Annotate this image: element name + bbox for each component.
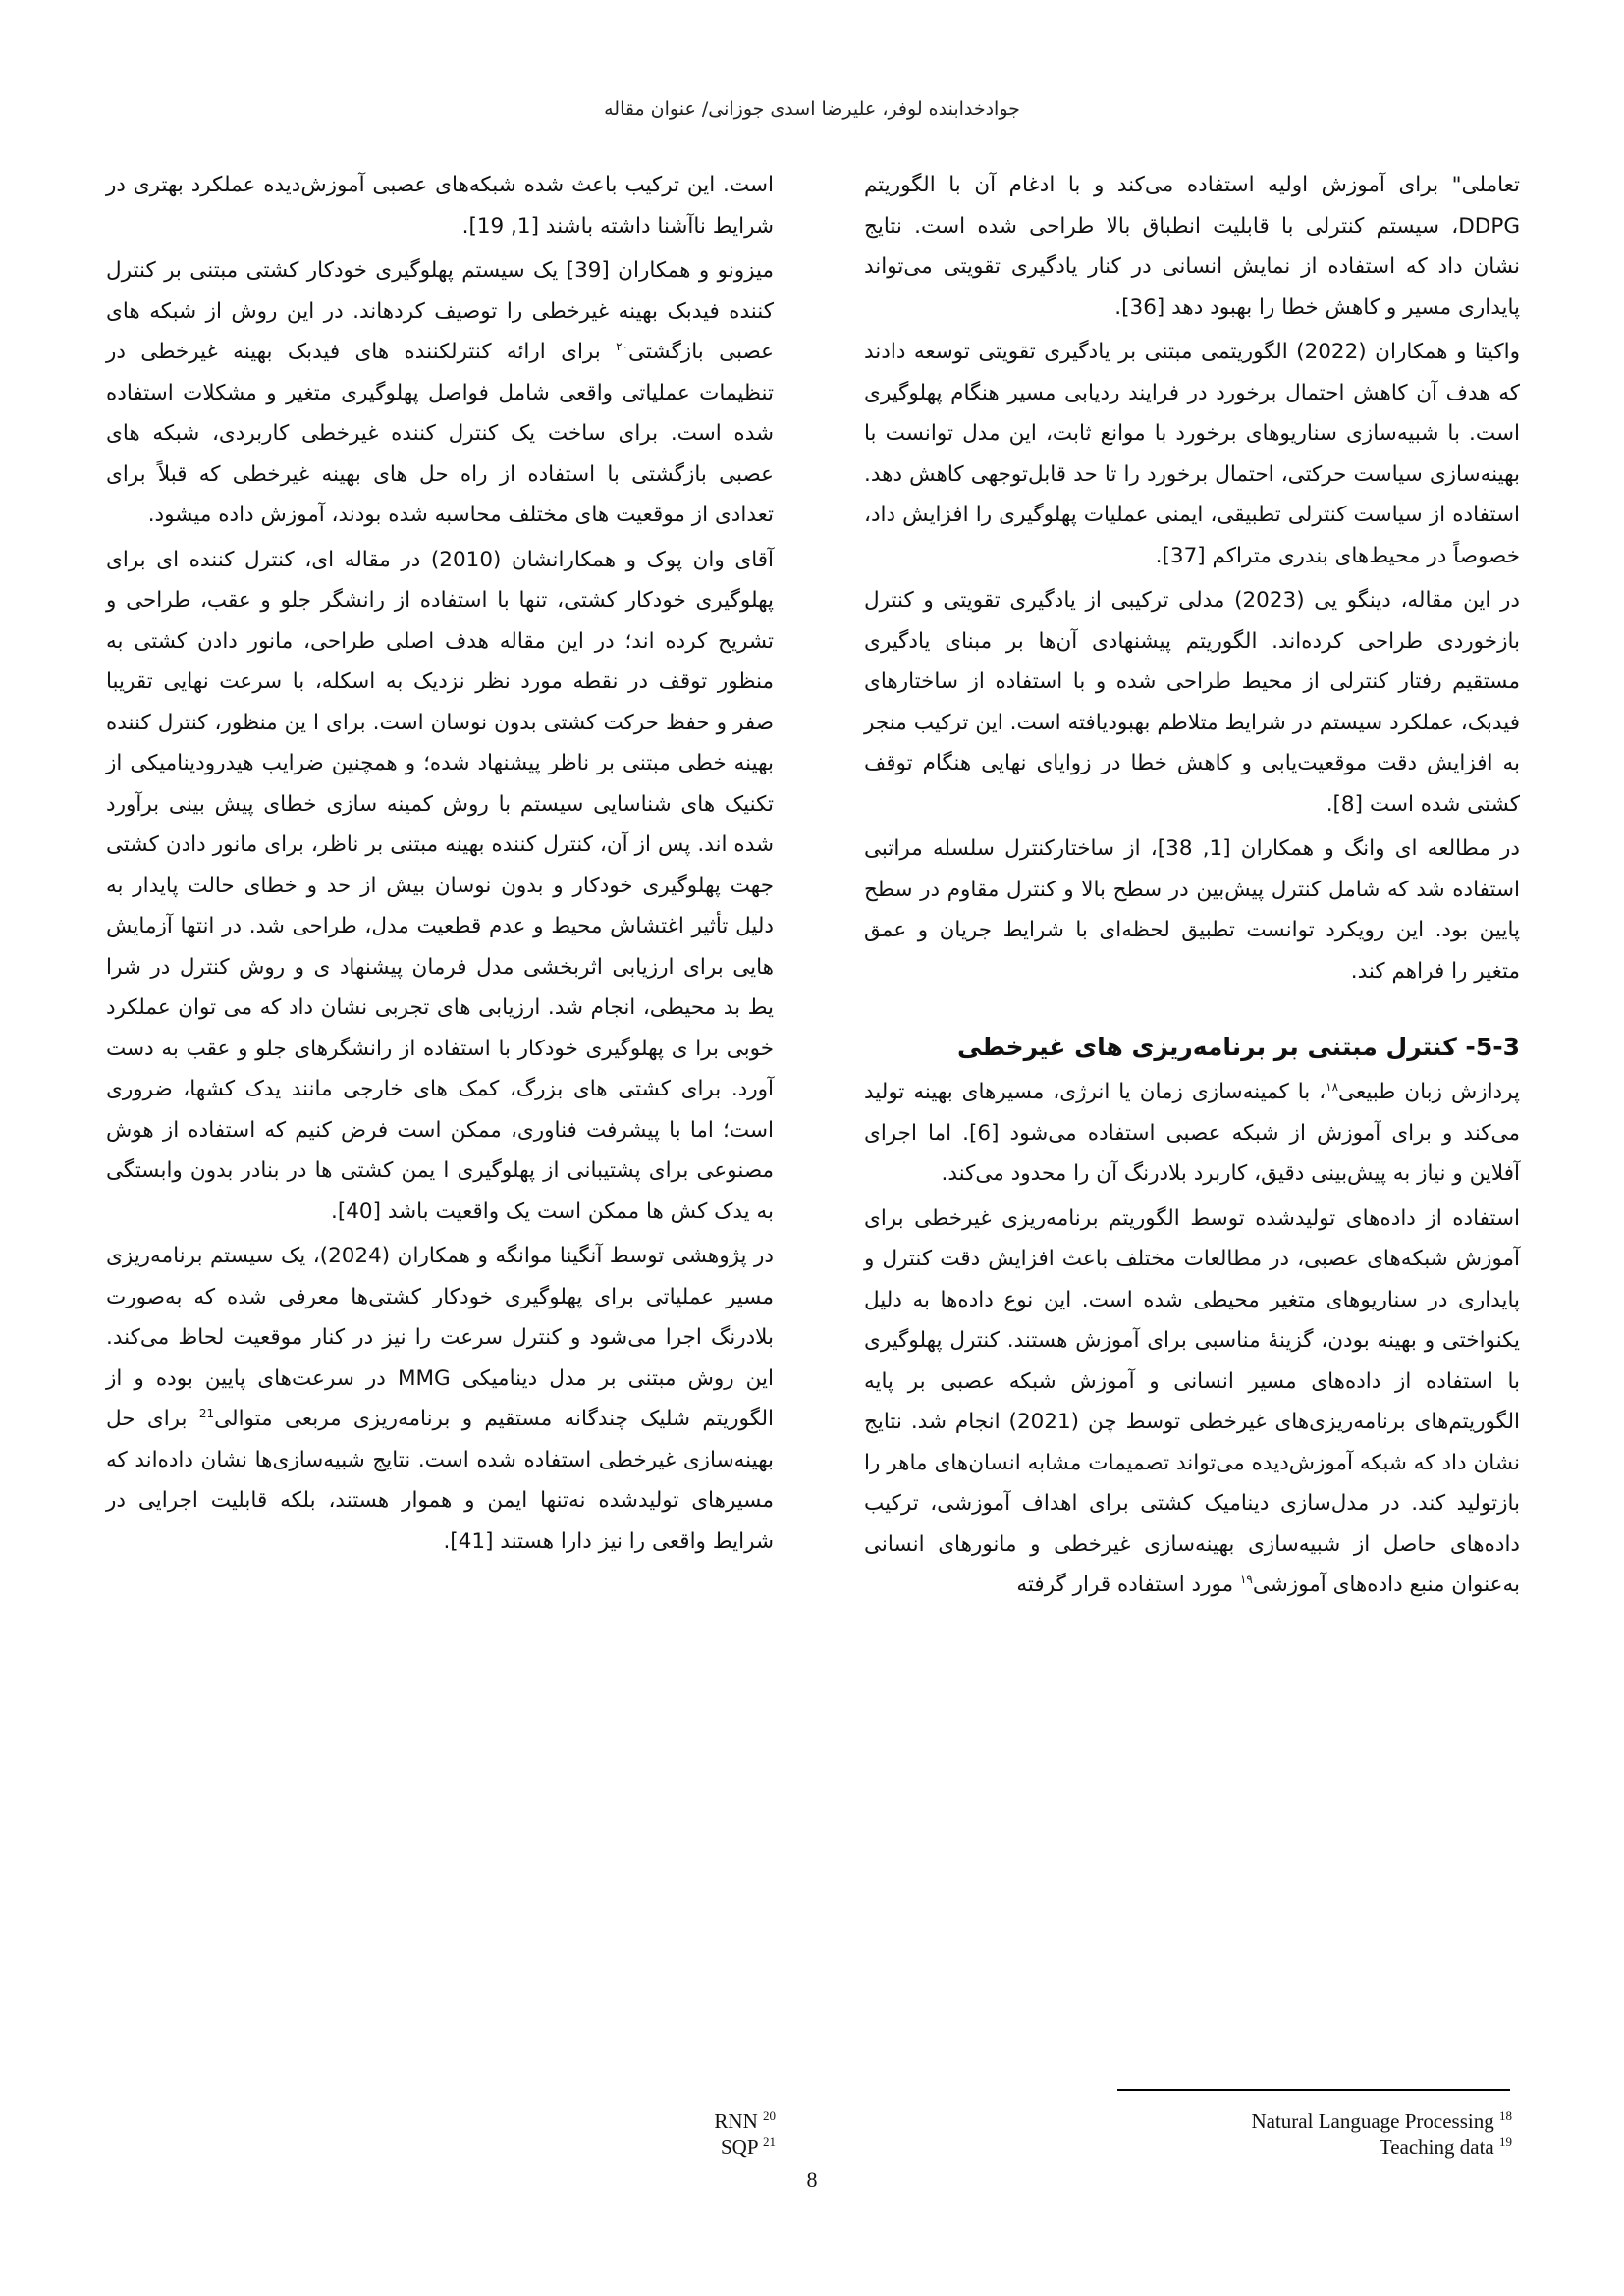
paragraph: است. این ترکیب باعث شده شبکه‌های عصبی آموزش‌دیده عملکرد بهتری در شرایط ناآشنا داشته باشند [1, 19]. [106, 173, 774, 239]
footnote-number: 21 [763, 2134, 776, 2149]
paragraph-text: در پژوهشی توسط آنگینا موانگه و همکاران (2024)، یک سیستم برنامه‌ریزی مسیر عملیاتی برای پهلوگیری خودکار کشتی‌ها معرفی شده که به‌صورت بلادرنگ اجرا می‌شود و کنترل سرعت را نیز در کنار موقعیت لحاظ می‌کند. این روش مبتنی بر مدل دینامیکی MMG در سرعت‌های پایین بوده و از الگوریتم شلیک چندگانه مستقیم و برنامه‌ریزی مربعی متوالی [106, 1244, 775, 1431]
paragraph-text: استفاده از داده‌های تولیدشده توسط الگوریتم برنامه‌ریزی غیرخطی برای آموزش شبکه‌های عصبی، در مطالعات مختلف باعث افزایش دقت کنترل و پایداری در سناریوهای متغیر محیطی شده است. این نوع داده‌ها به دلیل یکنواختی و بهینه بودن، گزینهٔ مناسبی برای آموزش هستند. کنترل پهلوگیری با استفاده از داده‌های مسیر انسانی و آموزش شبکه عصبی بر پایه الگوریتم‌های برنامه‌ریزی‌های غیرخطی توسط چن (2021) انجام شد. نتایج نشان داد که شبکه آموزش‌دیده می‌تواند تصمیمات مشابه انسان‌های ماهر را بازتولید کند. در مدل‌سازی دینامیک کشتی برای اهداف آموزشی، ترکیب داده‌های حاصل از شبیه‌سازی بهینه‌سازی غیرخطی و مانورهای انسانی به‌عنوان منبع داده‌های آموزشی [864, 1205, 1520, 1597]
footnote-ref: ۲۰ [616, 339, 629, 353]
paragraph: تعاملی" برای آموزش اولیه استفاده می‌کند و با ادغام آن با الگوریتم DDPG، سیستم کنترلی با قابلیت انطباق بالا طراحی شده است. نتایج نشان داد که استفاده از نمایش انسانی در کنار یادگیری تقویتی می‌تواند پایداری مسیر و کاهش خطا را بهبود دهد [36]. [864, 173, 1520, 320]
running-header: جوادخدابنده لوفر، علیرضا اسدی جوزانی/ عنوان مقاله [604, 98, 1020, 120]
footnote-text: SQP [721, 2135, 758, 2159]
paragraph [864, 1199, 1520, 1606]
footnotes-left [589, 2109, 776, 2160]
footnote-number: 18 [1499, 2109, 1512, 2123]
paragraph [106, 1236, 774, 1562]
footnote-item [1080, 2109, 1512, 2134]
page-number: 8 [806, 2167, 818, 2192]
paragraph: در این مقاله، دینگو یی (2023) مدلی ترکیبی از یادگیری تقویتی و کنترل بازخوردی طراحی کرده‌اند. الگوریتم پیشنهادی آن‌ها بر مبنای یادگیری مستقیم رفتار کنترلی از محیط طراحی شده و با استفاده از ساختارهای فیدبک، عملکرد سیستم در شرایط متلاطم بهبودیافته است. این ترکیب منجر به افزایش دقت موقعیت‌یابی و کاهش خطا در زوایای نهایی هنگام توقف کشتی شده است [8]. [864, 588, 1520, 817]
footnotes-right [1080, 2109, 1512, 2160]
footnote-ref: ۱۹ [1239, 1572, 1253, 1586]
paragraph: واکیتا و همکاران (2022) الگوریتمی مبتنی بر یادگیری تقویتی توسعه دادند که هدف آن کاهش احتمال برخورد در فرایند ردیابی مسیر هنگام پهلوگیری است. با شبیه‌سازی سناریوهای برخورد با موانع ثابت، این مدل توانست با بهینه‌سازی سیاست حرکتی، احتمال برخورد را تا حد قابل‌توجهی کاهش دهد. استفاده از سیاست کنترلی تطبیقی، ایمنی عملیات پهلوگیری را افزایش داد، خصوصاً در محیط‌های بندری متراکم [37]. [864, 340, 1520, 568]
footnote-number: 19 [1499, 2134, 1512, 2149]
paragraph [106, 250, 774, 536]
paragraph: در مطالعه ای وانگ و همکاران [1, 38]، از ساختارکنترل سلسله مراتبی استفاده شد که شامل کنترل پیش‌بین در سطح بالا و کنترل مقاوم در سطح پایین بود. این رویکرد توانست تطبیق لحظه‌ای با شرایط جریان و عمق متغیر را فراهم کند. [864, 836, 1520, 984]
paragraph-text: پردازش زبان طبیعی [1338, 1080, 1520, 1104]
footnote-text: Teaching data [1379, 2135, 1494, 2159]
footnote-ref: ۱۸ [1326, 1079, 1339, 1094]
footnote-text: Natural Language Processing [1251, 2109, 1494, 2133]
footnote-ref: 21 [198, 1406, 215, 1420]
footnote-item [589, 2109, 776, 2134]
paragraph-text: مورد استفاده قرار گرفته [1016, 1573, 1240, 1597]
section-heading: 5-3- کنترل مبتنی بر برنامه‌ریزی های غیرخطی [956, 1033, 1520, 1061]
paragraph-text: برای حل بهینه‌سازی غیرخطی استفاده شده است. نتایج شبیه‌سازی‌ها نشان داده‌اند که مسیرهای تولیدشده نه‌تنها ایمن و هموار هستند، بلکه قابلیت اجرایی در شرایط واقعی را نیز دارا هستند [41]. [106, 1407, 774, 1554]
footnote-number: 20 [763, 2109, 776, 2123]
right-column [864, 165, 1520, 1606]
footnote-text: RNN [714, 2109, 758, 2133]
footnote-item [1080, 2134, 1512, 2160]
paragraph [864, 1072, 1520, 1195]
paragraph-text: برای ارائه کنترلکننده های فیدبک بهینه غیرخطی در تنظیمات عملیاتی واقعی شامل فواصل پهلوگیری متغیر و مشکلات استفاده شده است. برای ساخت یک کنترل کننده غیرخطی کاربردی، شبکه های عصبی بازگشتی با استفاده از راه حل های بهینه غیرخطی که قبلاً برای تعدادی از موقعیت های مختلف محاسبه شده بودند، آموزش داده میشود. [106, 340, 774, 527]
footnote-divider [1117, 2089, 1510, 2091]
paragraph-text: میزونو و همکاران [39] یک سیستم پهلوگیری خودکار کشتی مبتنی بر کنترل کننده فیدبک بهینه غیرخطی را توصیف کردهاند. در این روش از شبکه های عصبی بازگشتی [106, 258, 774, 364]
footnote-item [589, 2134, 776, 2160]
paragraph-text: ، با کمینه‌سازی زمان یا انرژی، مسیرهای بهینه تولید می‌کند و برای آموزش از شبکه عصبی استفاده می‌شود [6]. اما اجرای آفلاین و نیاز به پیش‌بینی دقیق، کاربرد بلادرنگ آن را محدود می‌کند. [864, 1080, 1520, 1186]
paragraph: آقای وان پوک و همکارانشان (2010) در مقاله ای، کنترل کننده ای برای پهلوگیری خودکار کشتی، تنها با استفاده از رانشگر جلو و عقب، طراحی و تشریح کرده اند؛ در این مقاله هدف اصلی طراحی، مانور دادن کشتی به منظور توقف در نقطه مورد نظر نزدیک به اسکله، با سرعت نهایی تقریبا صفر و حفظ حرکت کشتی بدون نوسان است. برای ا ین منظور، کنترل کننده بهینه خطی مبتنی بر ناظر پیشنهاد شده؛ و همچنین ضرایب هیدرودینامیکی از تکنیک های شناسایی سیستم با روش کمینه سازی خطای پیش بینی برآورد شده اند. پس از آن، کنترل کننده بهینه مبتنی بر ناظر، برای مانور دادن کشتی جهت پهلوگیری خودکار و بدون نوسان بیش از حد و خطای حالت پایدار به دلیل تأثیر اغتشاش محیط و عدم قطعیت مدل، طراحی شد. در انتها آزمایش هایی برای ارزیابی اثربخشی مدل فرمان پیشنهاد ی و روش کنترل در شرا یط بد محیطی، انجام شد. ارزیابی های تجربی نشان داد که می توان عملکرد خوبی برا ی پهلوگیری خودکار با استفاده از رانشگرهای جلو و عقب به دست آورد. برای کشتی های بزرگ، کمک های خارجی مانند یدک کشها، ضروری است؛ اما با پیشرفت فناوری، ممکن است فرض کنیم که استفاده از هوش مصنوعی برای پشتیبانی از پهلوگیری ا یمن کشتی ها در بنادر بدون وابستگی به یدک کش ها ممکن است یک واقعیت باشد [40]. [106, 547, 774, 1224]
left-column [106, 165, 774, 1562]
